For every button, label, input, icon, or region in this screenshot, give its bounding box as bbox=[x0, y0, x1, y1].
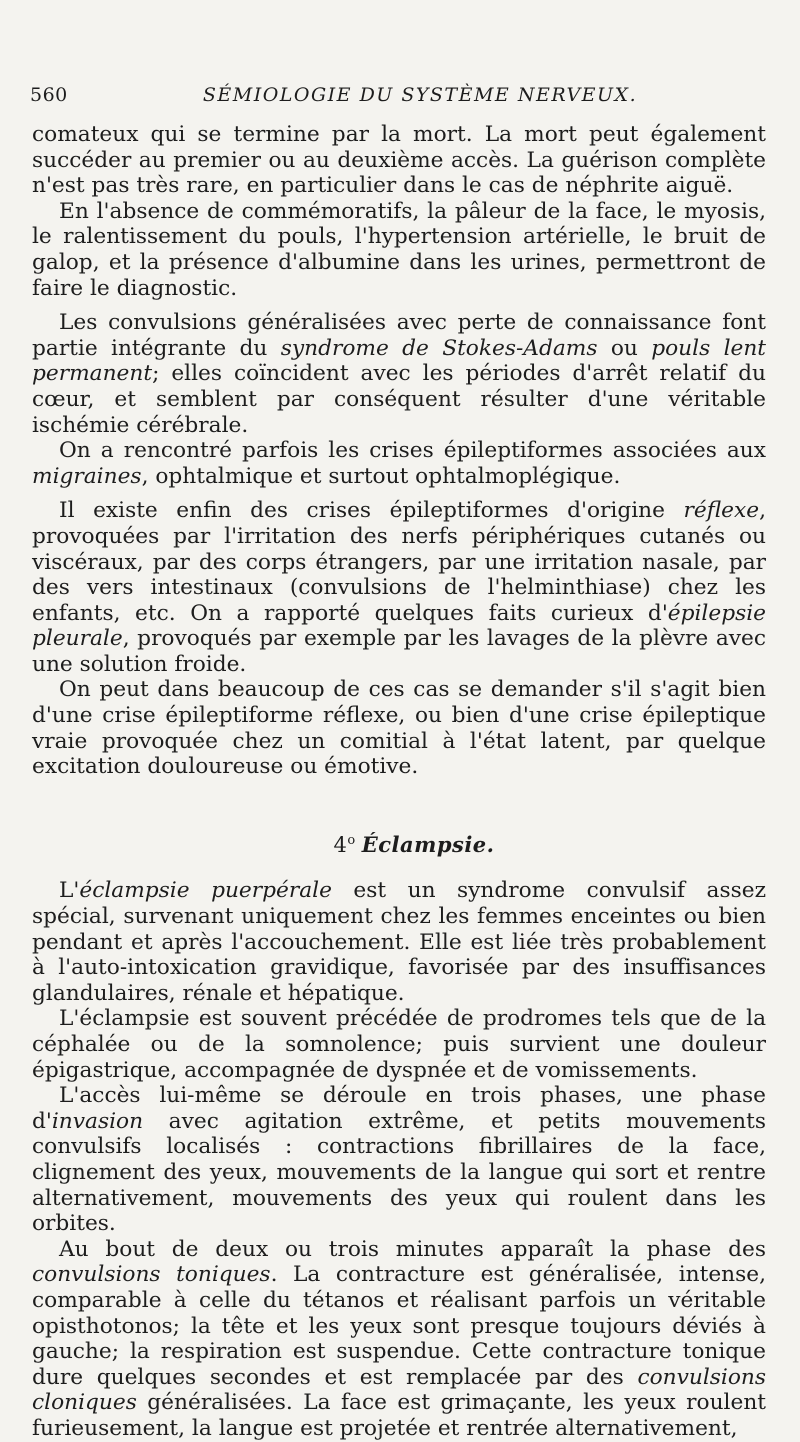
emphasis-pouls-lent: pouls lent permanent bbox=[32, 335, 767, 387]
paragraph-continuation: comateux qui se termine par la mort. La mort peut également succéder au premier ou au deuxième accès. La guérison complète n'est pas très rare, en particulier dans le cas de néphrite aiguë. bbox=[32, 122, 766, 199]
emphasis-invasion: invasion bbox=[51, 1108, 144, 1134]
page-number: 560 bbox=[30, 84, 68, 106]
paragraph-invasion: L'accès lui-même se déroule en trois phases, une phase d'invasion avec agitation extrême, et petits mouvements convulsifs localisés : contractions fibrillaires de la face, clignement des yeux, mouvements de la langue qui sort et rentre alternativement, mouvements des yeux qui roulent dans les orbites. bbox=[32, 1083, 766, 1237]
emphasis-convulsions-cloniques: convulsions cloniques bbox=[32, 1364, 766, 1416]
section-title: Éclampsie. bbox=[361, 831, 495, 857]
body-text bbox=[32, 122, 766, 1442]
emphasis-migraines: migraines bbox=[32, 463, 142, 489]
paragraph-diagnosis: En l'absence de commémoratifs, la pâleur de la face, le myosis, le ralentissement du pouls, l'hypertension artérielle, le bruit de galop, et la présence d'albumine dans les urines, permettront de faire le diagnostic. bbox=[32, 198, 766, 301]
emphasis-eclampsie-puerperale: éclampsie puerpérale bbox=[79, 878, 332, 904]
emphasis-stokes-adams: syndrome de Stokes-Adams bbox=[280, 335, 598, 361]
emphasis-reflexe: réflexe bbox=[683, 498, 760, 524]
paragraph-prodromes: L'éclampsie est souvent précédée de prodromes tels que de la céphalée ou de la somnolence; puis survient une douleur épigastrique, accompagnée de dyspnée et de vomissements. bbox=[32, 1006, 766, 1083]
paragraph-migraines: On a rencontré parfois les crises épileptiformes associées aux migraines, ophtalmique et surtout ophtalmoplégique. bbox=[32, 438, 766, 489]
paragraph-reflexe: Il existe enfin des crises épileptiformes d'origine réflexe, provoquées par l'irritation des nerfs périphériques cutanés ou viscéraux, par des corps étrangers, par une irritation nasale, par des vers intestinaux (convulsions de l'helminthiase) chez les enfants, etc. On a rapporté quelques faits curieux d'épilepsie pleurale, provoqués par exemple par les lavages de la plèvre avec une solution froide. bbox=[32, 498, 766, 677]
paragraph-eclampsie-puerperale: L'éclampsie puerpérale est un syndrome convulsif assez spécial, survenant uniquement chez les femmes enceintes ou bien pendant et après l'accouchement. Elle est liée très probablement à l'auto-intoxication gravidique, favorisée par des insuffisances glandulaires, rénale et hépatique. bbox=[32, 878, 766, 1006]
paragraph-convulsions: Au bout de deux ou trois minutes apparaît la phase des convulsions toniques. La contracture est généralisée, intense, comparable à celle du tétanos et réalisant parfois un véritable opisthotonos; la tête et les yeux sont presque toujours déviés à gauche; la respiration est suspendue. Cette contracture tonique dure quelques secondes et est remplacée par des convulsions cloniques généralisées. La face est grimaçante, les yeux roulent furieusement, la langue est projetée et rentrée alternativement, bbox=[32, 1236, 766, 1441]
paragraph-stokes-adams: Les convulsions généralisées avec perte de connaissance font partie intégrante du syndrome de Stokes-Adams ou pouls lent permanent; elles coïncident avec les périodes d'arrêt relatif du cœur, et semblent par conséquent résulter d'une véritable ischémie cérébrale. bbox=[32, 310, 767, 438]
section-number: 4$^o$ bbox=[333, 832, 356, 857]
paragraph-crise-epileptiforme: On peut dans beaucoup de ces cas se demander s'il s'agit bien d'une crise épileptiforme réflexe, ou bien d'une crise épileptique vraie provoquée chez un comitial à l'état latent, par quelque excitation douloureuse ou émotive. bbox=[32, 677, 766, 780]
running-header bbox=[30, 84, 770, 114]
running-title: SÉMIOLOGIE DU SYSTÈME NERVEUX. bbox=[202, 84, 638, 106]
emphasis-epilepsie-pleurale: épilepsie pleurale bbox=[32, 600, 766, 652]
emphasis-convulsions-toniques: convulsions toniques bbox=[32, 1262, 271, 1288]
section-heading bbox=[32, 828, 766, 859]
